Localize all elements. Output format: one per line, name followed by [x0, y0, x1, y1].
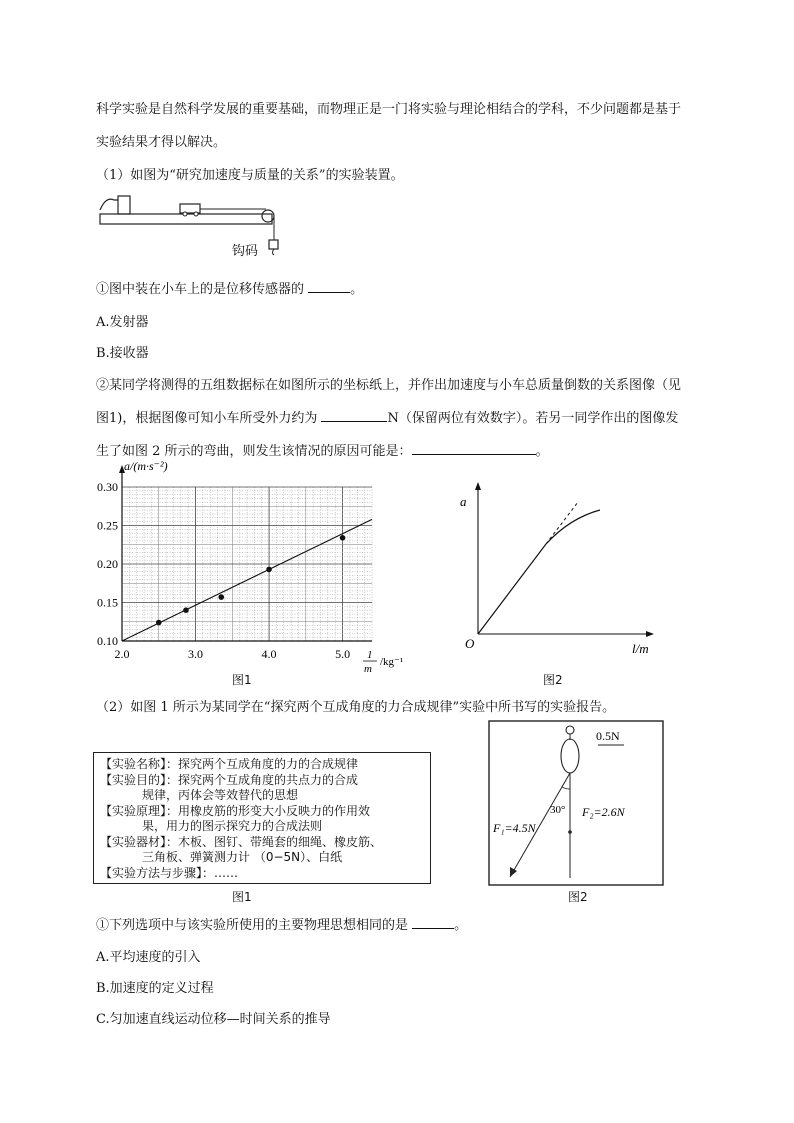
intro-line-2: 实验结果才得以解决。	[96, 135, 227, 150]
report-line: 【实验器材】：木板、图钉、带绳套的细绳、橡皮筋、	[100, 834, 383, 849]
report-line: 果，用力的图示探究力的合成法则	[142, 819, 323, 833]
scale-label: 0.5N	[596, 729, 620, 743]
q2-option-c: C.匀加速直线运动位移—时间关系的推导	[96, 1012, 331, 1027]
chart2-xlabel: l/m	[632, 641, 649, 656]
chart1-x-tick-label: 4.0	[261, 647, 277, 661]
pin-icon	[566, 726, 574, 734]
weight-label: 钩码	[232, 244, 259, 259]
chart1-points	[156, 535, 345, 625]
chart1-x-ticks	[115, 647, 351, 661]
chart1-grid	[122, 487, 372, 641]
report-line: 【实验目的】：探究两个互成角度的共点力的合成	[100, 772, 359, 787]
q1-sub2-line-2: 图1)，根据图像可知小车所受外力约为 N（保留两位有效数字）。若另一同学作出的图像发	[96, 411, 679, 426]
q1-option-a: A.发射器	[96, 315, 149, 330]
cart	[180, 204, 200, 213]
report-line: 三角板、弹簧测力计 （0−5N）、白纸	[142, 850, 343, 864]
f2-label: F₂=2.6N	[582, 805, 625, 819]
q1-sub2-line-3: 生了如图 2 所示的弯曲，则发生该情况的原因可能是： 。	[96, 444, 549, 459]
chart-figure-2	[450, 478, 670, 668]
chart1-point	[340, 535, 346, 541]
experiment-report	[93, 752, 431, 884]
q1-sub2-line-1: ②某同学将测得的五组数据标在如图所示的坐标纸上，并作出加速度与小车总质量倒数的关系图像（见	[96, 378, 682, 393]
report-line: 规律，丙体会等效替代的思想	[142, 788, 299, 802]
report-line: 【实验原理】：用橡皮筋的形变大小反映力的作用效	[100, 803, 371, 818]
q2-option-a: A.平均速度的引入	[96, 950, 201, 965]
chart1-axes	[119, 465, 372, 641]
sensor-box	[118, 196, 130, 214]
hook	[273, 249, 275, 255]
chart1-y-tick-label: 0.15	[97, 595, 118, 610]
chart1-y-ticks	[97, 480, 118, 648]
q1-option-b: B.接收器	[96, 346, 149, 361]
f1-label: F₁=4.5N	[493, 821, 536, 835]
chart1-y-tick-label: 0.20	[97, 557, 118, 571]
chart1-y-tick-label: 0.10	[97, 634, 118, 648]
chart-figure-1	[86, 455, 426, 690]
intro-line-1: 科学实验是自然科学发展的重要基础，而物理正是一门将实验与理论相结合的学科，不少问题都是基于	[96, 102, 682, 117]
chart2-curve	[478, 510, 600, 634]
f2-tick-mark	[568, 830, 572, 834]
f1-arrow	[510, 867, 517, 877]
angle-arc	[562, 787, 570, 789]
chart1-point	[218, 594, 224, 600]
chart1-x-tick-label: 3.0	[188, 647, 204, 661]
answer-blank-3[interactable]	[412, 442, 536, 455]
chart1-point	[156, 620, 162, 626]
chart1-y-tick-label: 0.25	[97, 518, 118, 533]
q1-sub1: ①图中装在小车上的是位移传感器的 。	[96, 282, 364, 297]
force-diagram-caption: 图2	[568, 890, 588, 904]
answer-blank-1[interactable]	[308, 280, 350, 293]
chart2-dashed-extension	[546, 502, 578, 544]
chart1-xlabel-num: 1	[367, 649, 373, 661]
chart2-ylabel: a	[460, 494, 467, 509]
answer-blank-2[interactable]	[321, 409, 387, 422]
q2-option-b: B.加速度的定义过程	[96, 981, 214, 996]
q2-title: （2）如图 1 所示为某同学在“探究两个互成角度的力合成规律”实验中所书写的实验报告。	[96, 700, 616, 715]
q1-title: （1）如图为“研究加速度与质量的关系”的实验装置。	[96, 168, 404, 183]
chart2-y-arrow	[475, 482, 481, 490]
chart2-x-arrow	[646, 631, 654, 637]
force-diagram-frame	[489, 721, 663, 885]
chart1-ylabel: a/(m·s⁻²)	[124, 459, 168, 473]
hook-weight	[269, 240, 278, 249]
rubber-band	[561, 739, 579, 773]
angle-label: 30°	[550, 804, 566, 816]
report-line: 【实验方法与步骤】：……	[100, 865, 239, 880]
report-line: 【实验名称】：探究两个互成角度的力的合成规律	[100, 757, 359, 771]
chart1-xlabel-unit: /kg⁻¹	[380, 656, 404, 668]
answer-blank-4[interactable]	[412, 916, 454, 929]
force-diagram	[488, 720, 664, 886]
cart-wheel-right	[194, 212, 198, 216]
chart1-point	[266, 567, 272, 573]
q2-sub1: ①下列选项中与该实验所使用的主要物理思想相同的是 。	[96, 918, 468, 933]
chart1-y-tick-label: 0.30	[97, 480, 118, 494]
chart1-point	[183, 607, 189, 613]
report-caption: 图1	[232, 890, 252, 904]
chart1-x-tick-label: 2.0	[114, 647, 130, 661]
chart1-x-tick-label: 5.0	[335, 647, 351, 661]
chart1-caption: 图1	[232, 673, 252, 687]
chart2-caption: 图2	[543, 673, 563, 687]
apparatus-diagram	[96, 190, 296, 260]
cart-wheel-left	[183, 212, 187, 216]
sensor-cable	[100, 199, 118, 210]
chart2-origin: O	[465, 636, 475, 651]
chart1-xlabel-den: m	[364, 663, 372, 675]
